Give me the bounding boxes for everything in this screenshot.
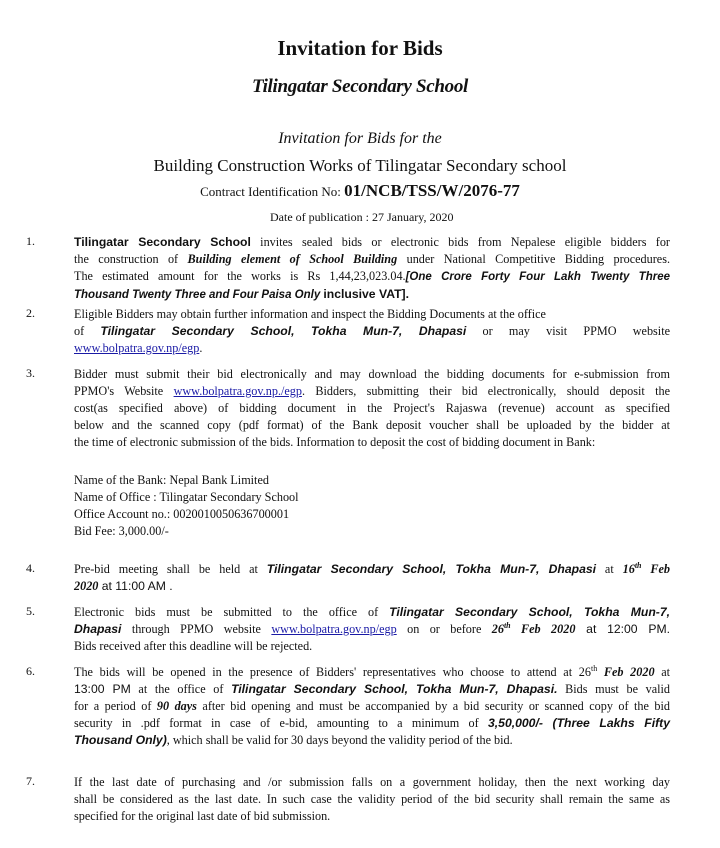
ppmo-link[interactable]: www.bolpatra.gov.np/egp bbox=[271, 622, 397, 636]
clause-number: 7. bbox=[26, 774, 35, 788]
office-account: Office Account no.: 0020010050636700001 bbox=[74, 507, 290, 521]
ppmo-link[interactable]: www.bolpatra.gov.np./egp bbox=[173, 384, 302, 398]
ppmo-link[interactable]: www.bolpatra.gov.np/egp bbox=[74, 341, 200, 355]
clause-text: Electronic bids must be submitted to the office of Tilingatar Secondary School, Tokha Mun-7, Dhapasi through PPMO website www.bolpatra.gov.np/egp on or before 26th Feb 2020 at 12:00 PM. Bids received after this deadline will be rejected. bbox=[74, 605, 670, 653]
clause-text: Bidder must submit their bid electronically and may download the bidding documents for e-submission from PPMO's Website www.bolpatra.gov.np./egp. Bidders, submitting their bid electronically, should deposit the cost(as specified above) of bidding document in the Project's Rajaswa (revenue) account as specified below and the scanned copy (pdf format) of the Bank deposit voucher shall be uploaded by the bidder at the time of electronic submission of the bids. Information to deposit the cost of bidding document in Bank: bbox=[74, 367, 670, 449]
clause-text: If the last date of purchasing and /or submission falls on a government holiday, then the next working day shall be considered as the last date. In such case the validity period of the bid security shall remain the same as specified for the original last date of bid submission. bbox=[74, 775, 670, 823]
contract-identification bbox=[0, 181, 720, 201]
works-title: Building Construction Works of Tilingatar Secondary school bbox=[153, 156, 567, 175]
publication-date: 27 January, 2020 bbox=[371, 210, 454, 224]
clause-text: The bids will be opened in the presence of Bidders' representatives who choose to attend at 26th Feb 2020 at 13:00 PM at the office of Tilingatar Secondary School, Tokha Mun-7, Dhapasi. Bids must be valid for a period of 90 days after bid opening and must be accompanied by a bid security or scanned copy of the bid security in .pdf format in case of e-bid, amounting to a minimum of 3,50,000/- (Three Lakhs Fifty Thousand Only), which shall be valid for 30 days beyond the validity period of the bid. bbox=[74, 663, 671, 747]
clause-number: 4. bbox=[26, 561, 35, 575]
publication-label: Date of publication : bbox=[270, 210, 369, 224]
document-title: Invitation for Bids bbox=[277, 36, 443, 60]
office-name: Name of Office : Tilingatar Secondary School bbox=[74, 490, 299, 504]
clause-number: 2. bbox=[26, 306, 35, 320]
clause-number: 3. bbox=[26, 366, 35, 380]
bid-fee: Bid Fee: 3,000.00/- bbox=[74, 524, 169, 538]
bank-name: Name of the Bank: Nepal Bank Limited bbox=[74, 473, 269, 487]
contract-number: 01/NCB/TSS/W/2076-77 bbox=[344, 181, 520, 200]
clause-text: Pre-bid meeting shall be held at Tilingatar Secondary School, Tokha Mun-7, Dhapasi at 16th Feb 2020 at 11:00 AM . bbox=[74, 560, 671, 593]
contract-label: Contract Identification No: bbox=[200, 184, 341, 199]
publication-date-line bbox=[270, 210, 454, 225]
clause-number: 5. bbox=[26, 604, 35, 618]
bank-details bbox=[74, 472, 299, 540]
clause-number: 1. bbox=[26, 234, 35, 248]
ifb-intro: Invitation for Bids for the bbox=[278, 130, 442, 147]
clause-text: Tilingatar Secondary School invites sealed bids or electronic bids from Nepalese eligible bidders for the construction of Building element of School Building under National Competitive Bidding procedures. The estimated amount for the works is Rs 1,44,23,023.04.[One Crore Forty Four Lakh Twenty Three Thousand Twenty Three and Four Paisa Only inclusive VAT]. bbox=[74, 235, 670, 301]
school-name: Tilingatar Secondary School bbox=[251, 76, 469, 97]
clause-number: 6. bbox=[26, 664, 35, 678]
clause-text: Eligible Bidders may obtain further information and inspect the Bidding Documents at the office of Tilingatar Secondary School, Tokha Mun-7, Dhapasi or may visit PPMO website www.bolpatra.gov.np/egp. bbox=[74, 307, 670, 355]
